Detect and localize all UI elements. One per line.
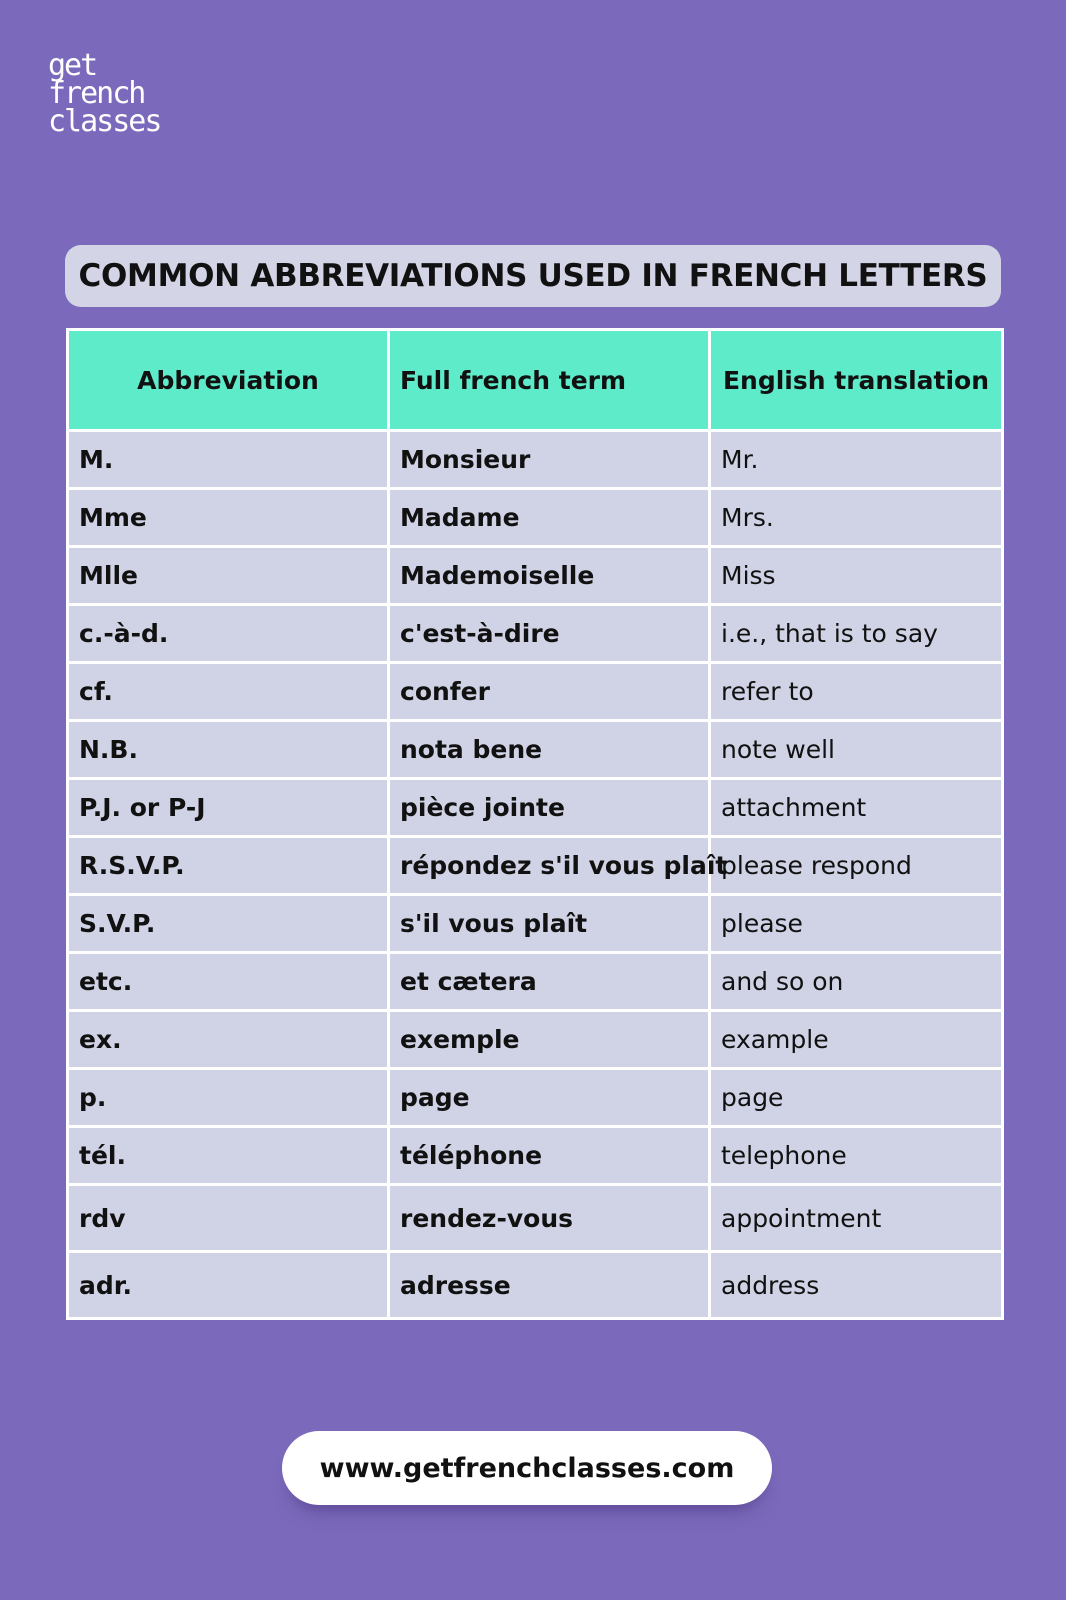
header-english-translation: English translation [710, 330, 1003, 431]
website-url-pill[interactable] [282, 1431, 772, 1505]
title-banner [65, 245, 1001, 307]
logo-line-get: get [48, 48, 97, 83]
abbreviation-cell: c.-à-d. [68, 605, 389, 663]
table-row [68, 1069, 1003, 1127]
table-body [68, 431, 1003, 1319]
table-row [68, 547, 1003, 605]
table-row [68, 895, 1003, 953]
french-term-cell: s'il vous plaît [389, 895, 710, 953]
french-term-cell: page [389, 1069, 710, 1127]
header-abbreviation: Abbreviation [68, 330, 389, 431]
french-term-cell: Madame [389, 489, 710, 547]
abbreviation-cell: S.V.P. [68, 895, 389, 953]
logo-line-classes: classes [48, 104, 161, 139]
abbreviation-cell: tél. [68, 1127, 389, 1185]
abbreviation-cell: Mme [68, 489, 389, 547]
abbreviation-cell: p. [68, 1069, 389, 1127]
table-row [68, 1127, 1003, 1185]
french-term-cell: répondez s'il vous plaît [389, 837, 710, 895]
abbreviation-cell: R.S.V.P. [68, 837, 389, 895]
french-term-cell: et cætera [389, 953, 710, 1011]
translation-cell: Mrs. [710, 489, 1003, 547]
translation-cell: and so on [710, 953, 1003, 1011]
translation-cell: Miss [710, 547, 1003, 605]
translation-cell: telephone [710, 1127, 1003, 1185]
abbreviation-cell: etc. [68, 953, 389, 1011]
translation-cell: please [710, 895, 1003, 953]
french-term-cell: adresse [389, 1252, 710, 1319]
translation-cell: example [710, 1011, 1003, 1069]
translation-cell: attachment [710, 779, 1003, 837]
table-row [68, 663, 1003, 721]
logo-line-french: french [48, 76, 145, 111]
translation-cell: page [710, 1069, 1003, 1127]
french-term-cell: pièce jointe [389, 779, 710, 837]
abbreviation-cell: cf. [68, 663, 389, 721]
translation-cell: Mr. [710, 431, 1003, 489]
translation-cell: please respond [710, 837, 1003, 895]
abbreviations-table [66, 328, 1004, 1320]
translation-cell: refer to [710, 663, 1003, 721]
french-term-cell: c'est-à-dire [389, 605, 710, 663]
table-row [68, 1185, 1003, 1252]
abbreviation-cell: adr. [68, 1252, 389, 1319]
translation-cell: appointment [710, 1185, 1003, 1252]
table-row [68, 431, 1003, 489]
table-row [68, 489, 1003, 547]
translation-cell: note well [710, 721, 1003, 779]
french-term-cell: confer [389, 663, 710, 721]
french-term-cell: nota bene [389, 721, 710, 779]
table-row [68, 1252, 1003, 1319]
abbreviation-cell: N.B. [68, 721, 389, 779]
abbreviation-cell: Mlle [68, 547, 389, 605]
table-row [68, 605, 1003, 663]
brand-logo [48, 48, 161, 139]
french-term-cell: rendez-vous [389, 1185, 710, 1252]
translation-cell: address [710, 1252, 1003, 1319]
website-url[interactable]: www.getfrenchclasses.com [319, 1452, 735, 1484]
header-full-french-term: Full french term [389, 330, 710, 431]
abbreviation-cell: ex. [68, 1011, 389, 1069]
table-row [68, 779, 1003, 837]
table-row [68, 1011, 1003, 1069]
table-row [68, 953, 1003, 1011]
french-term-cell: Monsieur [389, 431, 710, 489]
translation-cell: i.e., that is to say [710, 605, 1003, 663]
table-header-row [68, 330, 1003, 431]
abbreviation-cell: rdv [68, 1185, 389, 1252]
french-term-cell: Mademoiselle [389, 547, 710, 605]
abbreviation-cell: M. [68, 431, 389, 489]
french-term-cell: téléphone [389, 1127, 710, 1185]
table-row [68, 837, 1003, 895]
abbreviation-cell: P.J. or P-J [68, 779, 389, 837]
french-term-cell: exemple [389, 1011, 710, 1069]
page-title: COMMON ABBREVIATIONS USED IN FRENCH LETTERS [78, 258, 988, 294]
table-row [68, 721, 1003, 779]
